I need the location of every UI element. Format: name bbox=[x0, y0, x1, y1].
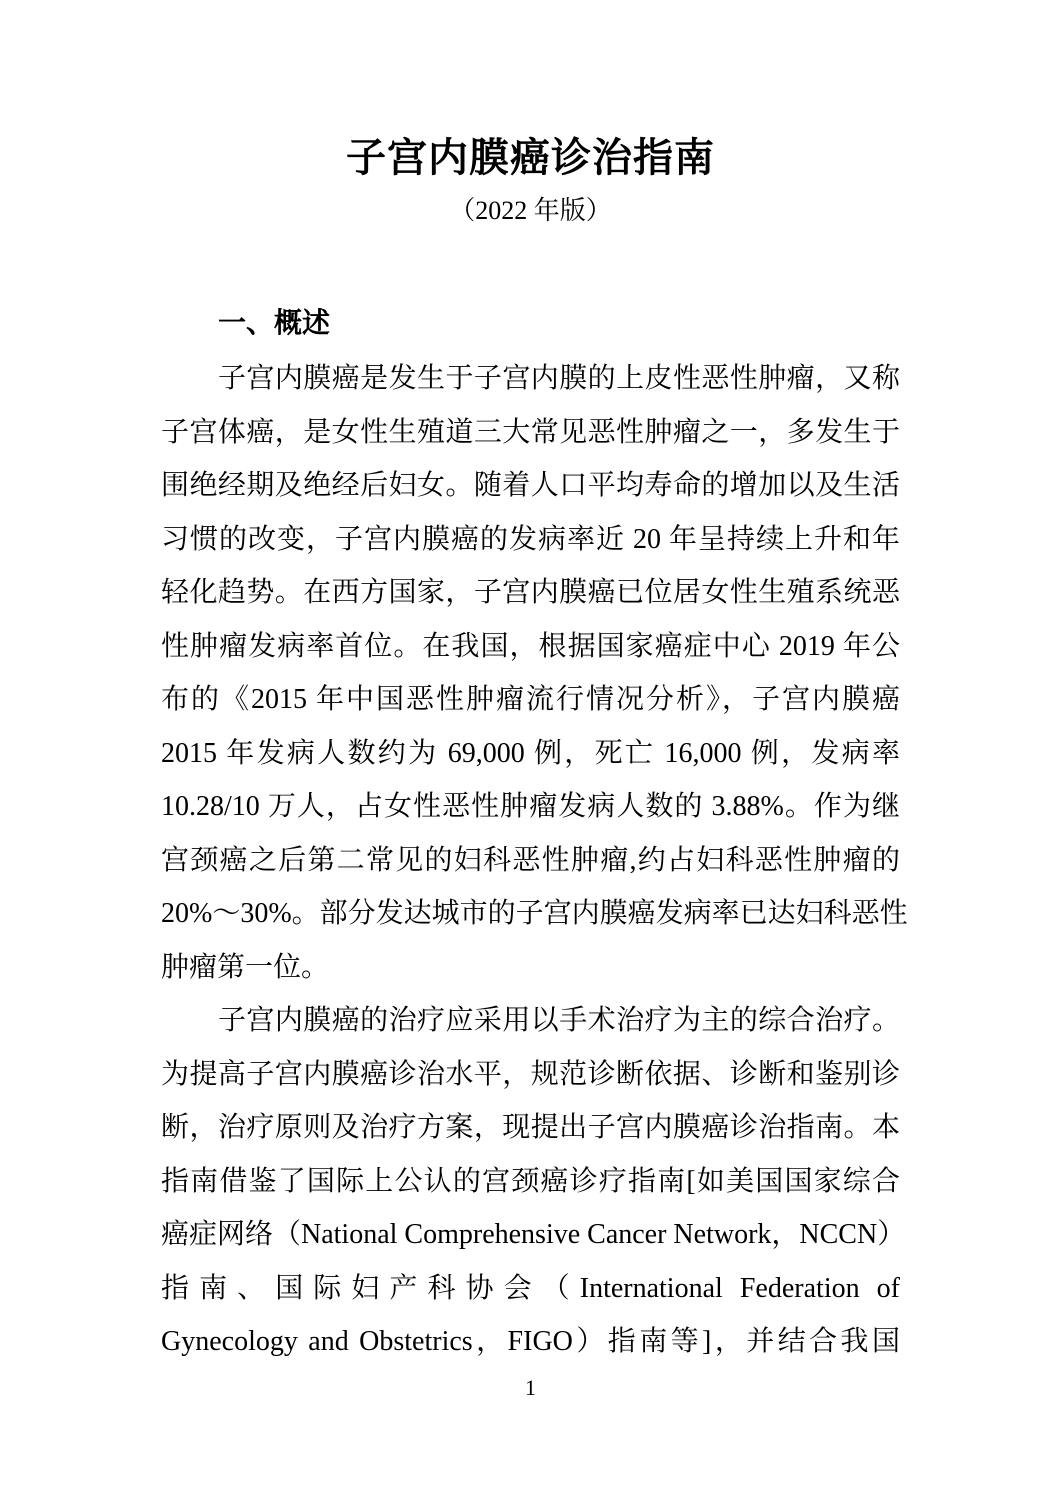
body-line: 子宫内膜癌是发生于子宫内膜的上皮性恶性肿瘤，又称 bbox=[218, 363, 900, 394]
body-line: 性肿瘤发病率首位。在我国，根据国家癌症中心 2019 年公 bbox=[161, 630, 900, 662]
body-line: 为提高子宫内膜癌诊治水平，规范诊断依据、诊断和鉴别诊 bbox=[161, 1058, 900, 1090]
body-line: Gynecology and Obstetrics，FIGO）指南等]，并结合我国 bbox=[161, 1326, 900, 1357]
paragraph-2 bbox=[161, 994, 906, 1369]
body-line: 指南借鉴了国际上公认的宫颈癌诊疗指南[如美国国家综合 bbox=[161, 1165, 900, 1197]
body-line: 10.28/10 万人，占女性恶性肿瘤发病人数的 3.88%。作为继 bbox=[161, 791, 900, 822]
document-title: 子宫内膜癌诊治指南 bbox=[346, 135, 715, 180]
body-line: 宫颈癌之后第二常见的妇科恶性肿瘤,约占妇科恶性肿瘤的 bbox=[161, 844, 900, 876]
page-number: 1 bbox=[525, 1374, 536, 1400]
body-line: 20%～30%。部分发达城市的子宫内膜癌发病率已达妇科恶性 bbox=[161, 898, 908, 929]
document-subtitle: （2022 年版） bbox=[449, 196, 612, 225]
body-line: 指南、国际妇产科协会（International Federation of bbox=[161, 1272, 900, 1304]
section-heading-overview: 一、概述 bbox=[218, 307, 331, 338]
body-line: 肿瘤第一位。 bbox=[161, 951, 330, 983]
body-line: 断，治疗原则及治疗方案，现提出子宫内膜癌诊治指南。本 bbox=[161, 1112, 900, 1143]
body-line: 子宫体癌，是女性生殖道三大常见恶性肿瘤之一，多发生于 bbox=[161, 416, 900, 448]
body-line: 癌症网络（National Comprehensive Cancer Network，NCCN） bbox=[161, 1219, 906, 1250]
body-line: 2015 年发病人数约为 69,000 例，死亡 16,000 例，发病率 bbox=[161, 737, 900, 769]
body-line: 子宫内膜癌的治疗应采用以手术治疗为主的综合治疗。 bbox=[218, 1005, 900, 1036]
body-line: 围绝经期及绝经后妇女。随着人口平均寿命的增加以及生活 bbox=[161, 470, 900, 501]
body-line: 轻化趋势。在西方国家，子宫内膜癌已位居女性生殖系统恶 bbox=[161, 577, 900, 608]
body-line: 布的《2015 年中国恶性肿瘤流行情况分析》，子宫内膜癌 bbox=[161, 684, 900, 715]
paragraph-1 bbox=[161, 352, 908, 994]
body-line: 习惯的改变，子宫内膜癌的发病率近 20 年呈持续上升和年 bbox=[161, 523, 900, 555]
